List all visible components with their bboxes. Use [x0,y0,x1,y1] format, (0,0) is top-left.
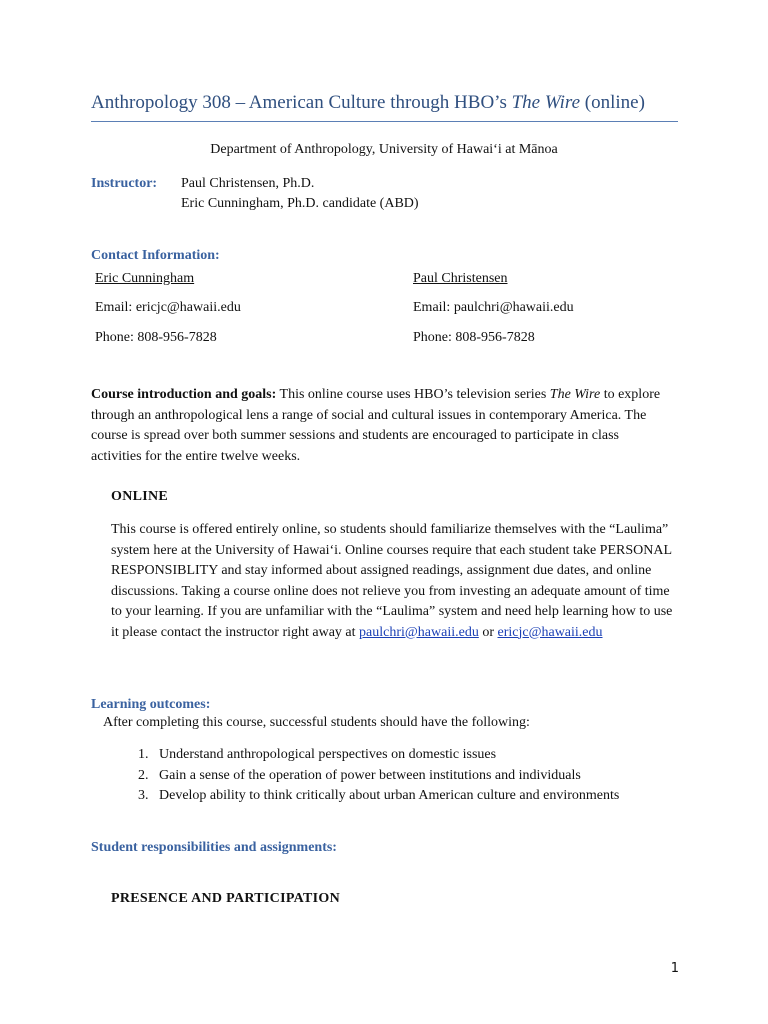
contact-right-name: Paul Christensen [413,271,508,286]
learning-outcomes-list [138,745,698,807]
department-line: Department of Anthropology, University of Hawaiʻi at Mānoa [210,142,558,157]
contact-right-phone: Phone: 808-956-7828 [413,330,535,345]
email-link-ericjc[interactable]: ericjc@hawaii.edu [497,624,603,640]
email-link-paulchri[interactable]: paulchri@hawaii.edu [359,624,479,640]
list-item-text: Develop ability to think critically about urban American culture and environments [159,788,620,803]
learning-outcomes-label: Learning outcomes: [91,697,211,712]
title-show: The Wire [511,92,581,113]
course-intro-paragraph [91,385,669,467]
list-item-number: 3. [138,788,149,803]
instructor-name-2: Eric Cunningham, Ph.D. candidate (ABD) [181,196,419,211]
title-divider [91,121,678,122]
course-intro-show: The Wire [549,387,601,402]
contact-label: Contact Information: [91,248,220,263]
title-prefix: Anthropology 308 – American Culture through HBO’s [91,92,512,113]
list-item-text: Gain a sense of the operation of power between institutions and individuals [159,767,581,783]
list-item-text: Understand anthropological perspectives on domestic issues [159,747,497,762]
contact-left-email: Email: ericjc@hawaii.edu [95,300,241,315]
page-title [91,92,681,114]
student-responsibilities-label: Student responsibilities and assignments: [91,840,337,855]
online-or: or [478,624,498,640]
list-item-number: 1. [138,747,149,762]
course-intro-text-b: to explore through an anthropological lens a range of social and cultural issues in contemporary America. The course is spread over both summer sessions and students are encouraged to participate in class activities for the entire twelve weeks. [91,387,661,464]
online-text: This course is offered entirely online, so students should familiarize themselves with the “Laulima” system here at the University of Hawaiʻi. Online courses require that each student take PERSONAL RESPONSIBLITY and stay informed about assigned readings, assignment due dates, and online discussions. Taking a course online does not relieve you from investing an adequate amount of time to your learning. If you are unfamiliar with the “Laulima” system and need help learning how to use it please contact the instructor right away at [111,522,673,640]
contact-left-phone: Phone: 808-956-7828 [95,330,217,345]
contact-left-name: Eric Cunningham [95,271,195,286]
instructor-name-1: Paul Christensen, Ph.D. [181,176,315,191]
online-paragraph [111,520,681,643]
online-heading: ONLINE [111,489,169,504]
page-number: 1 [670,961,679,976]
presence-participation-heading: PRESENCE AND PARTICIPATION [111,891,340,906]
instructor-label: Instructor: [91,176,158,191]
list-item [138,786,698,807]
list-item [138,766,698,787]
list-item-number: 2. [138,767,149,783]
contact-right-email: Email: paulchri@hawaii.edu [413,300,574,315]
title-suffix: (online) [580,92,645,113]
learning-outcomes-intro: After completing this course, successful students should have the following: [103,715,530,730]
course-intro-label: Course introduction and goals: [91,387,277,402]
course-intro-text-a: This online course uses HBO’s television series [276,387,550,402]
list-item [138,745,698,766]
